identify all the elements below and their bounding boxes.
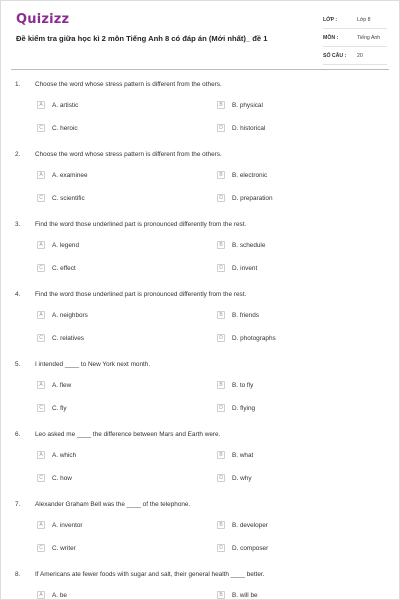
question-number: 7. xyxy=(15,501,21,508)
question-item xyxy=(1,431,400,501)
option-letter-box: B xyxy=(217,451,225,459)
option-letter-box: C xyxy=(37,544,45,552)
question-number: 8. xyxy=(15,571,21,578)
question-text: Alexander Graham Bell was the ____ of the telephone. xyxy=(35,501,191,508)
option-letter-box: B xyxy=(217,171,225,179)
option-letter-box: C xyxy=(37,474,45,482)
question-item xyxy=(1,151,400,221)
option-text: D. composer xyxy=(232,545,269,552)
meta-label: SỐ CÂU : xyxy=(323,53,347,59)
question-text: Leo asked me ____ the difference between Mars and Earth were. xyxy=(35,431,221,438)
header-divider xyxy=(11,69,389,70)
question-item xyxy=(1,571,400,600)
question-text: Choose the word whose stress pattern is different from the others. xyxy=(35,81,222,88)
option-text: D. flying xyxy=(232,405,256,412)
option-text: A. examinee xyxy=(52,172,88,179)
option-letter-box: A xyxy=(37,521,45,529)
option-text: B. physical xyxy=(232,102,263,109)
option-letter-box: C xyxy=(37,264,45,272)
question-text: If Americans ate fewer foods with sugar and salt, their general health ____ better. xyxy=(35,571,265,578)
option-letter-box: B xyxy=(217,381,225,389)
option-text: B. to fly xyxy=(232,382,254,389)
option-letter-box: A xyxy=(37,241,45,249)
option-text: B. electronic xyxy=(232,172,268,179)
option-letter-box: B xyxy=(217,101,225,109)
option-text: C. effect xyxy=(52,265,76,272)
question-text: Choose the word whose stress pattern is different from the others. xyxy=(35,151,222,158)
option-letter-box: D xyxy=(217,194,225,202)
option-letter-box: B xyxy=(217,311,225,319)
option-text: D. invent xyxy=(232,265,258,272)
meta-row-class xyxy=(323,16,387,29)
option-letter-box: C xyxy=(37,124,45,132)
option-text: B. friends xyxy=(232,312,259,319)
option-text: A. legend xyxy=(52,242,80,249)
option-text: D. photographs xyxy=(232,335,276,342)
option-letter-box: A xyxy=(37,311,45,319)
question-number: 3. xyxy=(15,221,21,228)
option-text: C. heroic xyxy=(52,125,78,132)
option-letter-box: B xyxy=(217,591,225,599)
worksheet-header xyxy=(1,1,399,63)
question-item xyxy=(1,221,400,291)
question-item xyxy=(1,501,400,571)
option-text: A. flew xyxy=(52,382,72,389)
option-text: C. how xyxy=(52,475,72,482)
question-number: 6. xyxy=(15,431,21,438)
option-text: D. why xyxy=(232,475,252,482)
option-text: B. what xyxy=(232,452,254,459)
question-item xyxy=(1,361,400,431)
meta-panel xyxy=(323,16,387,70)
option-text: C. writer xyxy=(52,545,76,552)
option-letter-box: B xyxy=(217,521,225,529)
option-letter-box: C xyxy=(37,194,45,202)
question-item xyxy=(1,81,400,151)
option-letter-box: A xyxy=(37,171,45,179)
meta-value: 20 xyxy=(357,53,363,59)
option-text: A. neighbors xyxy=(52,312,88,319)
option-letter-box: D xyxy=(217,474,225,482)
meta-label: MÔN : xyxy=(323,35,339,41)
question-item xyxy=(1,291,400,361)
option-text: A. which xyxy=(52,452,77,459)
option-letter-box: A xyxy=(37,381,45,389)
option-text: C. relatives xyxy=(52,335,84,342)
option-text: B. will be xyxy=(232,592,258,599)
option-letter-box: D xyxy=(217,124,225,132)
question-number: 5. xyxy=(15,361,21,368)
question-text: I intended ____ to New York next month. xyxy=(35,361,151,368)
option-letter-box: D xyxy=(217,334,225,342)
option-text: B. schedule xyxy=(232,242,266,249)
option-letter-box: D xyxy=(217,404,225,412)
question-text: Find the word those underlined part is pronounced differently from the rest. xyxy=(35,221,247,228)
option-text: C. fly xyxy=(52,405,67,412)
meta-value: Lớp 8 xyxy=(357,17,371,23)
question-number: 1. xyxy=(15,81,21,88)
option-text: D. historical xyxy=(232,125,266,132)
quizizz-logo: Quizizz xyxy=(16,12,70,27)
question-text: Find the word those underlined part is pronounced differently from the rest. xyxy=(35,291,247,298)
option-letter-box: A xyxy=(37,591,45,599)
meta-label: LỚP : xyxy=(323,17,338,23)
option-text: A. artistic xyxy=(52,102,79,109)
meta-row-subject xyxy=(323,34,387,47)
option-letter-box: C xyxy=(37,334,45,342)
option-text: A. inventor xyxy=(52,522,83,529)
meta-value: Tiếng Anh xyxy=(357,35,381,41)
worksheet-title: Đề kiểm tra giữa học kì 2 môn Tiếng Anh 8 có đáp án (Mới nhất)_ đề 1 xyxy=(16,34,268,43)
option-letter-box: A xyxy=(37,101,45,109)
option-letter-box: D xyxy=(217,264,225,272)
question-number: 2. xyxy=(15,151,21,158)
option-letter-box: A xyxy=(37,451,45,459)
option-text: B. developer xyxy=(232,522,268,529)
option-text: C. scientific xyxy=(52,195,85,202)
option-letter-box: D xyxy=(217,544,225,552)
option-letter-box: B xyxy=(217,241,225,249)
option-letter-box: C xyxy=(37,404,45,412)
meta-row-count xyxy=(323,52,387,65)
question-number: 4. xyxy=(15,291,21,298)
option-text: A. be xyxy=(52,592,67,599)
option-text: D. preparation xyxy=(232,195,273,202)
